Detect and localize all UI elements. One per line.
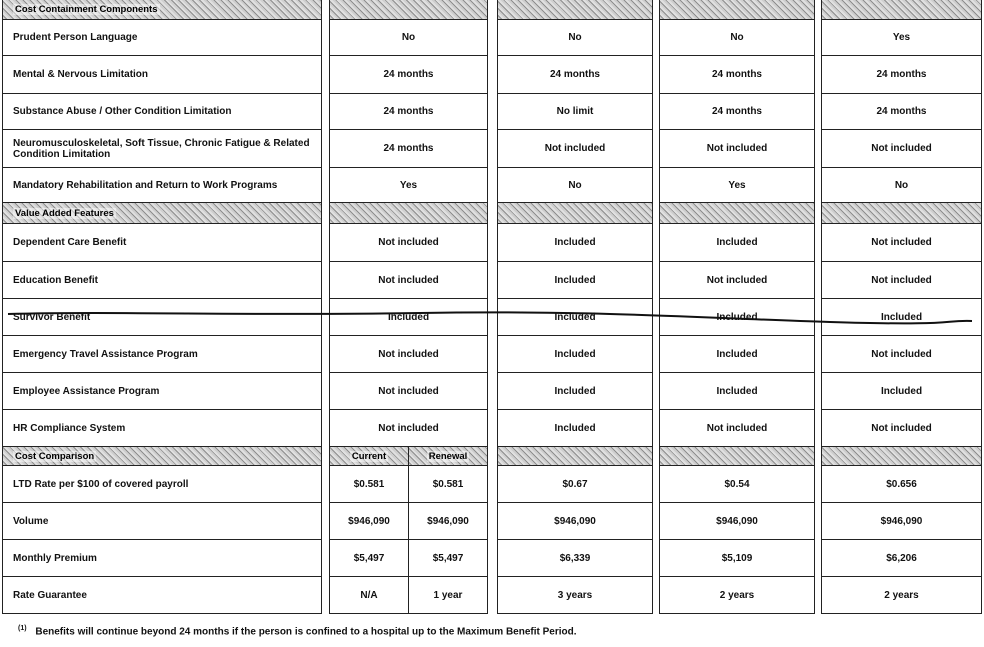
cell-value: No (568, 179, 582, 191)
cell-value: Yes (399, 179, 418, 191)
cell-value: 24 months (711, 106, 762, 117)
cell-value: Not included (706, 143, 768, 154)
footnote-marker: (1) (18, 625, 27, 632)
cell-value: $6,339 (559, 552, 591, 564)
cell-value: Included (554, 274, 596, 286)
row-label: Rate Guarantee (13, 589, 87, 601)
cell-value: Included (880, 385, 923, 397)
cell-value: $946,090 (716, 515, 758, 527)
cell-value: $5,109 (721, 552, 753, 564)
cell-value: Not included (871, 237, 932, 248)
cell-value: $0.67 (562, 478, 588, 490)
cell-value: Not included (871, 422, 932, 434)
section-title: Cost Containment Components (15, 4, 158, 15)
cell-value: Included (716, 237, 758, 248)
row-label: Volume (13, 515, 49, 527)
row-label: Mandatory Rehabilitation and Return to Work Programs (13, 179, 278, 191)
cell-value: Not included (871, 348, 932, 360)
cell-value: No (568, 32, 582, 43)
cell-value: Not included (378, 385, 439, 397)
row-label: Monthly Premium (13, 552, 97, 564)
cell-value: Included (554, 422, 596, 434)
cell-value: Included (554, 348, 596, 360)
cell-value: Not included (378, 422, 439, 434)
cell-value: 24 months (549, 69, 600, 80)
cell-value: 24 months (383, 69, 434, 80)
cell-value: $0.656 (886, 478, 917, 490)
renewal-value: $946,090 (427, 515, 469, 527)
cell-value: Included (716, 348, 758, 360)
cell-value: No (894, 179, 909, 191)
renewal-label: Renewal (428, 450, 468, 462)
footnote-text: Benefits will continue beyond 24 months if the person is confined to a hospital up to the Maximum Benefit Period. (35, 626, 577, 638)
row-label: LTD Rate per $100 of covered payroll (13, 478, 189, 490)
cell-value: 24 months (383, 106, 434, 117)
current-value: $5,497 (330, 540, 409, 576)
cell-value: Included (387, 311, 430, 323)
cell-value: 24 months (876, 106, 927, 117)
cell-value: 3 years (557, 589, 593, 601)
row-label: Mental & Nervous Limitation (13, 69, 149, 80)
current-value: N/A (330, 577, 409, 613)
row-label: Dependent Care Benefit (13, 237, 127, 248)
row-label: Survivor Benefit (13, 311, 91, 323)
cell-value: 2 years (719, 589, 755, 601)
cell-value: 24 months (711, 69, 762, 80)
row-label: HR Compliance System (13, 422, 126, 434)
row-label: Neuromusculoskeletal, Soft Tissue, Chronic Fatigue & Related Condition Limitation (13, 137, 310, 160)
row-label: Prudent Person Language (13, 32, 138, 43)
cell-value: Not included (378, 237, 439, 248)
cell-value: Not included (871, 274, 932, 286)
cell-value: Yes (728, 179, 746, 191)
cell-value: 24 months (383, 143, 434, 154)
row-label: Employee Assistance Program (13, 385, 160, 397)
cell-value: Not included (544, 143, 606, 154)
row-label: Substance Abuse / Other Condition Limitation (13, 106, 232, 117)
cell-value: $6,206 (886, 552, 917, 564)
cell-value: Included (554, 311, 596, 323)
cell-value: Included (554, 385, 596, 397)
cell-value: No limit (556, 106, 594, 117)
cell-value: Included (716, 385, 758, 397)
row-label: Education Benefit (13, 274, 99, 286)
cell-value: No (730, 32, 744, 43)
cell-value: Not included (871, 143, 932, 154)
cell-value: $946,090 (880, 515, 923, 527)
cell-value: Yes (892, 32, 911, 43)
cell-value: Not included (706, 274, 768, 286)
cell-value: $0.54 (724, 478, 750, 490)
cell-value: Included (880, 311, 923, 323)
cell-value: Included (554, 237, 596, 248)
footnote (18, 625, 577, 637)
current-value: $946,090 (330, 503, 409, 539)
renewal-value: $0.581 (432, 478, 464, 490)
current-label: Current (351, 450, 387, 462)
row-label: Emergency Travel Assistance Program (13, 348, 198, 360)
cell-value: Not included (706, 422, 768, 434)
cell-value: No (401, 32, 416, 43)
section-title: Value Added Features (15, 207, 114, 219)
cell-value: Not included (378, 274, 439, 286)
current-value: $0.581 (330, 466, 409, 502)
cell-value: 2 years (884, 589, 919, 601)
renewal-value: $5,497 (432, 552, 464, 564)
section-title: Cost Comparison (15, 450, 95, 462)
cell-value: 24 months (876, 69, 927, 80)
cell-value: Not included (378, 348, 439, 360)
cell-value: $946,090 (554, 515, 596, 527)
cell-value: Included (716, 311, 758, 323)
renewal-value: 1 year (433, 589, 463, 601)
